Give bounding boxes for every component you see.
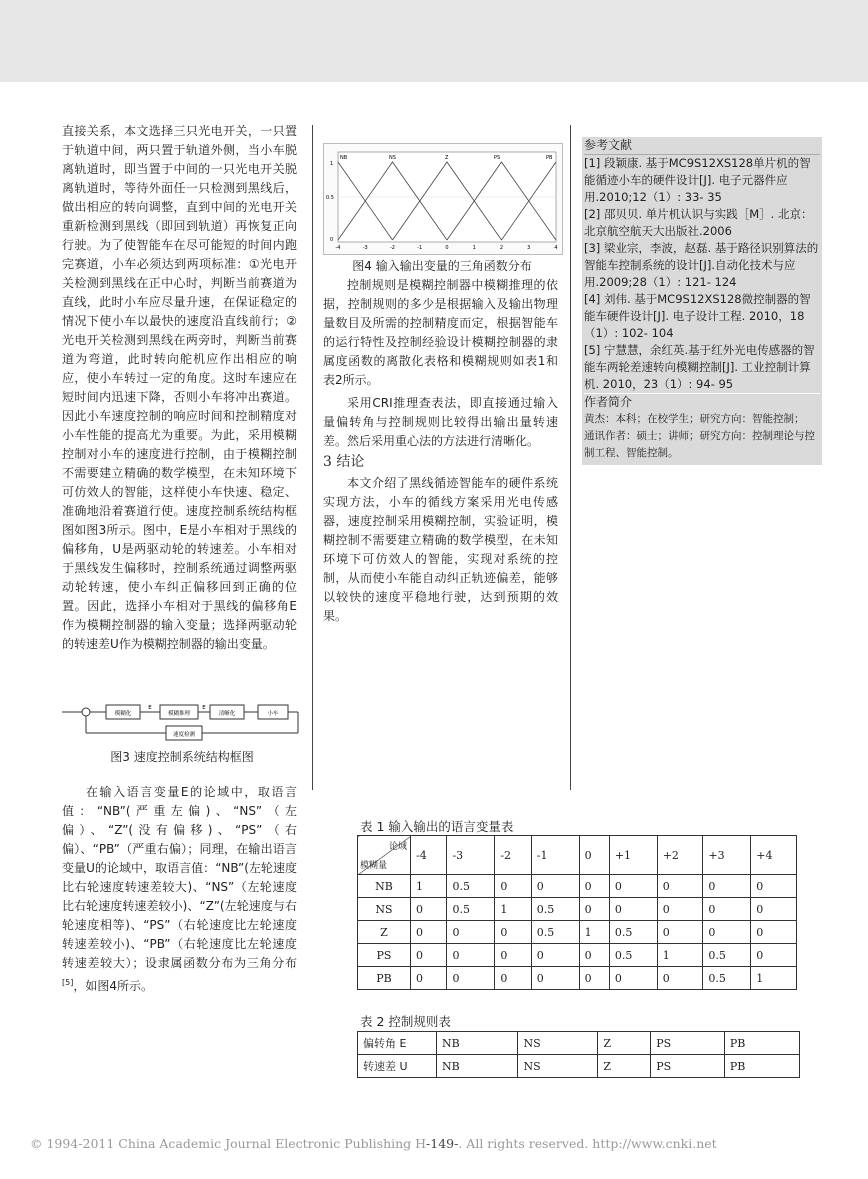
table-cell: 0.5 (531, 921, 579, 944)
table-cell: 0.5 (703, 944, 751, 967)
reference-2: [2] 邵贝贝. 单片机认识与实践［M］. 北京：北京航空航天大出版社.2006 (584, 207, 813, 238)
fig4-ytick-0: 0 (330, 237, 334, 243)
table-row (358, 944, 797, 967)
table-cell: 0 (703, 921, 751, 944)
column-1-lower (62, 783, 297, 996)
author-2: 通讯作者：硕士；讲师；研究方向：控制理论与控制工程、智能控制。 (584, 430, 815, 459)
table-1-row-label: NS (358, 898, 411, 921)
fig4-ytick-05: 0.5 (326, 195, 334, 201)
table-1-col-header: -4 (411, 836, 447, 875)
table-cell: 0 (447, 921, 495, 944)
table-2-row-label: 偏转角 E (358, 1032, 437, 1055)
table-1-corner-top: 论域 (388, 842, 407, 852)
table-1-row-label: NB (358, 875, 411, 898)
table-cell: NB (437, 1032, 518, 1055)
table-1-col-header: +4 (751, 836, 797, 875)
table-cell: 0 (579, 898, 609, 921)
reference-1: [1] 段颖康. 基于MC9S12XS128单片机的智能循迹小车的硬件设计[J]. 电子元器件应用.2010;12（1）: 33- 35 (584, 156, 811, 204)
page-number: -149- (426, 1136, 459, 1151)
table-1-col-header: -1 (531, 836, 579, 875)
fig4-xtick: -2 (390, 245, 395, 251)
fig3-block-car: 小车 (267, 711, 279, 717)
table-cell: 0.5 (609, 944, 657, 967)
fig4-ytick-1: 1 (330, 161, 334, 167)
table-cell: 0 (531, 967, 579, 990)
table-cell: 0 (703, 898, 751, 921)
table-1-col-header: -3 (447, 836, 495, 875)
table-cell: 0 (495, 921, 531, 944)
table-cell: 0 (609, 967, 657, 990)
table-cell: 0 (531, 944, 579, 967)
table-cell: 0 (751, 921, 797, 944)
table-1-row-label: PS (358, 944, 411, 967)
fig4-label-ns: NS (389, 155, 396, 161)
table-cell: 0.5 (447, 875, 495, 898)
table-cell: 0 (411, 944, 447, 967)
fig3-block-fuzzify: 模糊化 (114, 711, 132, 717)
col2-paragraph-3: 本文介绍了黑线循迹智能车的硬件系统实现方法，小车的循线方案采用光电传感器，速度控制采用模糊控制，实验证明，模糊控制不需要建立精确的数学模型，在未知环境下可仿效人的智能，实现对系统的控制，从而使小车能自动纠正轨迹偏差，能够以较快的速度平稳地行驶，达到预期的效果。 (323, 476, 558, 623)
author-1: 黄杰：本科；在校学生；研究方向：智能控制； (584, 413, 805, 425)
col1-paragraph-2 (62, 783, 297, 996)
table-1-col-header: +3 (703, 836, 751, 875)
references-box (582, 137, 822, 465)
fig3-signal-e2: E (202, 705, 206, 711)
fig4-xtick: -4 (335, 245, 341, 251)
table-1-row-label: Z (358, 921, 411, 944)
table-cell: 0 (609, 875, 657, 898)
table-cell: 1 (751, 967, 797, 990)
column-1 (62, 122, 297, 654)
table-cell: PB (724, 1055, 799, 1078)
table-cell: 0 (411, 967, 447, 990)
col2-paragraph-1: 控制规则是模糊控制器中模糊推理的依据，控制规则的多少是根据输入及输出物理量数目及所需的控制精度而定，根据智能车的运行特性及控制经验设计模糊控制器的隶属度函数的离散化表格和模糊规则如表1和表2所示。 (323, 278, 558, 387)
fig3-block-defuzzify: 清晰化 (218, 711, 236, 717)
table-row (358, 898, 797, 921)
fig4-xtick: -1 (417, 245, 423, 251)
fig3-block-speed-detect: 速度检测 (172, 732, 196, 738)
table-cell: 0 (579, 875, 609, 898)
table-1 (357, 835, 797, 990)
table-cell: NB (437, 1055, 518, 1078)
footer-copyright: © 1994-2011 China Academic Journal Electronic Publishing H (30, 1136, 427, 1151)
fig4-xtick: -3 (362, 245, 368, 251)
section-heading-conclusion: 3 结论 (323, 454, 365, 470)
table-cell: 0.5 (609, 921, 657, 944)
page-footer (30, 1136, 717, 1151)
fig4-xtick: 4 (554, 245, 558, 251)
table-cell: Z (598, 1055, 651, 1078)
figure-4-triangular-membership (323, 143, 563, 255)
table-1-row-label: PB (358, 967, 411, 990)
table-row (358, 921, 797, 944)
column-2 (323, 276, 558, 626)
table-cell: NS (518, 1055, 598, 1078)
table-cell: 0 (495, 875, 531, 898)
reference-3: [3] 梁业宗，李波，赵磊. 基于路径识别算法的智能车控制系统的设计[J].自动化技术与应用.2009;28（1）: 121- 124 (584, 241, 819, 289)
table-cell: 0 (609, 898, 657, 921)
table-1-corner (358, 836, 411, 875)
figure-3-block-diagram (62, 700, 302, 744)
figure-4-svg (324, 144, 562, 254)
col1-paragraph-1: 直接关系，本文选择三只光电开关，一只置于轨道中间，两只置于轨道外侧，当小车脱离轨道时，即当置于中间的一只光电开关脱离轨道时，等待外面任一只检测到黑线后，做出相应的转向调整，直到中间的光电开关重新检测到黑线（即回到轨道）再恢复正向行驶。为了使智能车在尽可能短的时间内跑完赛道，小车必须达到两项标准：①光电开关检测到黑线在正中心时，判断当前赛道为直线，此时小车应尽量升速，在保证稳定的情况下使小车以最快的速度沿直线前行；②光电开关检测到黑线在两旁时，判断当前赛道为弯道，此时转向舵机应作出相应的响应，使小车转过一定的角度。这时车速应在短时间内迅速下降，否则小车将冲出赛道。因此小车速度控制的响应时间和控制精度对小车性能的提高尤为重要。为此，采用模糊控制对小车的速度进行控制，由于模糊控制不需要建立精确的数学模型，在未知环境下可仿效人的智能，这样使小车快速、稳定、准确地沿着赛道行使。速度控制系统结构框图如图3所示。图中，E是小车相对于黑线的偏移角，U是两驱动轮的转速差。小车相对于黑线发生偏移时，控制系统通过调整两驱动轮转速，使小车纠正偏移回到正确的位置。因此，选择小车相对于黑线的偏移角E作为模糊控制器的输入变量；选择两驱动轮的转速差U作为模糊控制器的输出变量。 (62, 124, 297, 651)
figure-4-caption: 图4 输入输出变量的三角函数分布 (352, 259, 532, 273)
table-cell: PS (651, 1032, 725, 1055)
table-cell: 1 (579, 921, 609, 944)
table-cell: 0 (531, 875, 579, 898)
table-cell: 0 (579, 944, 609, 967)
table-cell: NS (518, 1032, 598, 1055)
table-2 (357, 1031, 800, 1078)
fig4-xtick: 3 (527, 245, 531, 251)
fig4-xtick: 2 (499, 245, 504, 251)
reference-5: [5] 宁慧慧，余红英.基于红外光电传感器的智能车两轮差速转向模糊控制[J]. 工业控制计算机. 2010，23（1）: 94- 95 (584, 343, 815, 391)
fig4-label-pb: PB (546, 155, 553, 161)
col2-paragraph-2: 采用CRI推理查表法，即直接通过输入量偏转角与控制规则比较得出输出量转速差。然后采用重心法的方法进行清晰化。 (323, 396, 558, 448)
table-cell: PB (724, 1032, 799, 1055)
table-cell: 0 (751, 898, 797, 921)
table-cell: 0 (447, 967, 495, 990)
header-banner (0, 0, 868, 82)
table-cell: 1 (657, 944, 703, 967)
table-cell: 0 (751, 875, 797, 898)
figure-3-caption: 图3 速度控制系统结构框图 (110, 750, 254, 764)
fig3-block-inference: 模糊推理 (167, 711, 191, 717)
table-cell: 0 (411, 921, 447, 944)
fig4-label-nb: NB (340, 155, 348, 161)
table-cell: PS (651, 1055, 725, 1078)
table-cell: 0 (657, 898, 703, 921)
fig4-xtick: 0 (445, 245, 449, 251)
table-row (358, 1055, 800, 1078)
table-row (358, 1032, 800, 1055)
table-cell: 0 (447, 944, 495, 967)
table-cell: Z (598, 1032, 651, 1055)
table-cell: 0 (657, 921, 703, 944)
citation-5: [5] (62, 978, 74, 987)
table-2-caption: 表 2 控制规则表 (360, 1014, 451, 1029)
table-1-col-header: +2 (657, 836, 703, 875)
table-cell: 1 (411, 875, 447, 898)
col1-paragraph-2b: ，如图4所示。 (73, 979, 153, 993)
table-cell: 0.5 (531, 898, 579, 921)
table-row (358, 875, 797, 898)
table-cell: 0 (657, 875, 703, 898)
table-cell: 0 (657, 967, 703, 990)
table-1-col-header: +1 (609, 836, 657, 875)
references-title: 参考文献 (584, 137, 820, 155)
table-cell: 1 (495, 898, 531, 921)
table-cell: 0.5 (447, 898, 495, 921)
table-cell: 0.5 (703, 967, 751, 990)
author-intro-title: 作者简介 (584, 393, 820, 411)
fig4-xtick: 1 (472, 245, 476, 251)
fig3-signal-e1: E (148, 705, 152, 711)
table-cell: 0 (495, 944, 531, 967)
fig4-label-z: Z (445, 155, 449, 161)
footer-url: . All rights reserved. http://www.cnki.net (458, 1136, 717, 1151)
table-1-caption: 表 1 输入输出的语言变量表 (360, 819, 514, 834)
reference-4: [4] 刘伟. 基于MC9S12XS128微控制器的智能车硬件设计[J]. 电子设计工程. 2010，18（1）: 102- 104 (584, 292, 811, 340)
table-row (358, 967, 797, 990)
fig4-label-ps: PS (494, 155, 501, 161)
table-1-corner-bottom: 模糊量 (360, 861, 388, 871)
table-row (358, 836, 797, 875)
column-divider-right (570, 125, 571, 790)
table-cell: 0 (495, 967, 531, 990)
table-cell: 0 (703, 875, 751, 898)
table-2-row-label: 转速差 U (358, 1055, 437, 1078)
table-cell: 0 (579, 967, 609, 990)
col1-paragraph-2a: 在输入语言变量E的论域中，取语言值：“NB”(严重左偏)、“NS”（左偏）、“Z”(没有偏移)、“PS”（右偏）、“PB”（严重右偏）；同理，在输出语言变量U的论域中，取语言值：“NB”(左轮速度比右轮速度转速差较大)、“NS”（左轮速度比右轮速度转速差较小)、“Z”(左轮速度与右轮速度相等)、“PS”（右轮速度比左轮速度转速差较小)、“PB”（右轮速度比左轮速度转速差较大）；设隶属函数分布为三角分布 (62, 785, 297, 970)
table-cell: 0 (411, 898, 447, 921)
table-1-col-header: -2 (495, 836, 531, 875)
table-1-col-header: 0 (579, 836, 609, 875)
column-divider-left (312, 125, 313, 790)
table-cell: 0 (751, 944, 797, 967)
